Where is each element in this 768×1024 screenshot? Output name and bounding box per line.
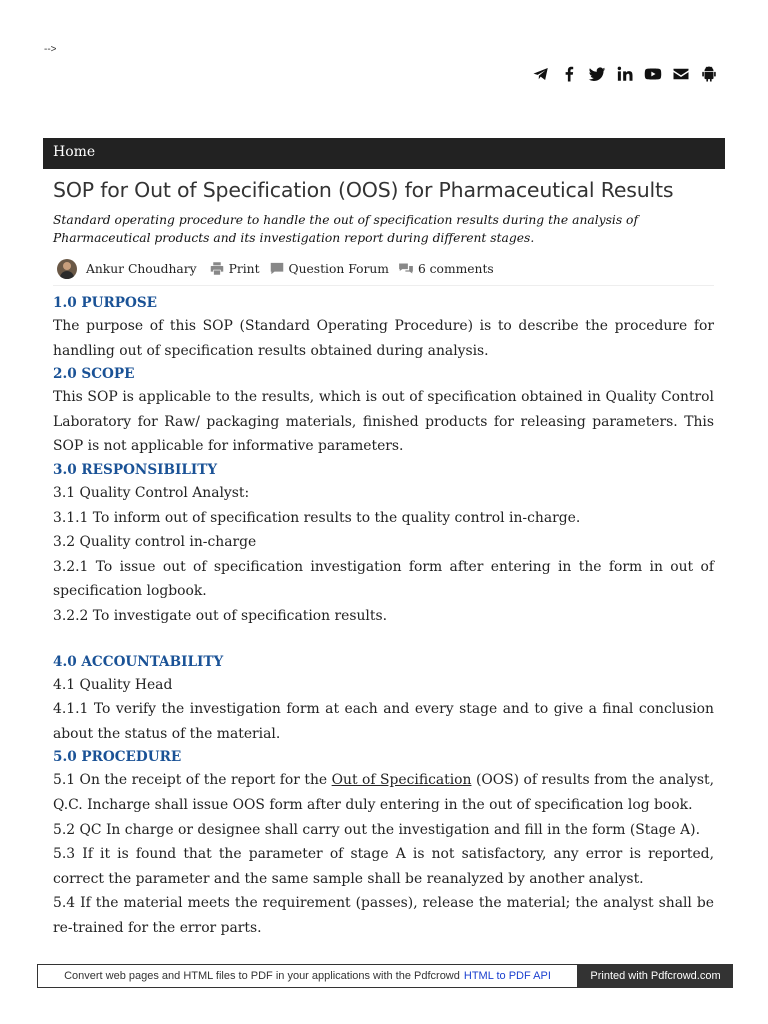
author-avatar: [57, 259, 77, 279]
section-heading-scope: 2.0 SCOPE: [53, 366, 135, 383]
paragraph: 4.1.1 To verify the investigation form at each and every stage and to give a final conclusion about the status of the material.: [53, 701, 714, 742]
printer-icon: [209, 261, 229, 276]
question-forum-label: Question Forum: [288, 261, 389, 276]
printed-with-badge[interactable]: Printed with Pdfcrowd.com: [578, 964, 733, 988]
text-segment: 5.1 On the receipt of the report for the: [53, 772, 332, 789]
android-icon[interactable]: [698, 64, 720, 84]
comments-link[interactable]: [398, 261, 494, 276]
paragraph: 4.1 Quality Head: [53, 676, 173, 693]
section-heading-purpose: 1.0 PURPOSE: [53, 295, 157, 311]
text-segment: (OOS) of results from the analyst, Q.C. Incharge shall issue OOS form after duly entering in the out of specification log book.: [53, 772, 714, 813]
footer-text: Convert web pages and HTML files to PDF in your applications with the Pdfcrowd: [64, 970, 460, 982]
facebook-icon[interactable]: [558, 64, 580, 84]
paragraph: 3.2 Quality control in-charge: [53, 534, 257, 551]
paragraph: This SOP is applicable to the results, which is out of specification obtained in Quality Control Laboratory for Raw/ packaging materials, finished products for releasing parameters. This SOP is not applicable for informative parameters.: [53, 389, 714, 455]
print-button[interactable]: [209, 261, 260, 276]
comments-label: 6 comments: [417, 261, 494, 276]
article-subtitle: Standard operating procedure to handle the out of specification results during the analysis of Pharmaceutical products and its investigation report during different stages.: [53, 213, 639, 245]
article-meta: [53, 256, 714, 286]
nav-home-link[interactable]: Home: [53, 144, 96, 160]
youtube-icon[interactable]: [642, 64, 664, 84]
linkedin-icon[interactable]: [614, 64, 636, 84]
question-forum-link[interactable]: [269, 261, 389, 276]
author-link[interactable]: Ankur Choudhary: [86, 261, 197, 276]
article: [53, 178, 714, 940]
paragraph: [53, 768, 714, 817]
paragraph: 5.2 QC In charge or designee shall carry out the investigation and fill in the form (Stage A).: [53, 821, 701, 838]
article-body: [53, 292, 714, 940]
out-of-specification-link[interactable]: Out of Specification: [331, 772, 472, 789]
twitter-icon[interactable]: [586, 64, 608, 84]
section-heading-procedure: 5.0 PROCEDURE: [53, 749, 182, 766]
telegram-icon[interactable]: [530, 64, 552, 84]
section-heading-responsibility: 3.0 RESPONSIBILITY: [53, 461, 218, 478]
spacer: [53, 629, 714, 651]
top-navbar: [43, 138, 725, 169]
comments-icon: [398, 261, 418, 276]
paragraph: 3.2.1 To issue out of specification investigation form after entering in the form in out of specification logbook.: [53, 558, 714, 600]
chat-bubble-icon: [269, 261, 289, 276]
footer-promo: [37, 964, 578, 988]
paragraph: 3.1 Quality Control Analyst:: [53, 484, 250, 501]
page-title: SOP for Out of Specification (OOS) for Pharmaceutical Results: [53, 178, 674, 202]
paragraph: 3.2.2 To investigate out of specification results.: [53, 607, 387, 624]
paragraph: 3.1.1 To inform out of specification results to the quality control in-charge.: [53, 509, 581, 526]
paragraph: 5.4 If the material meets the requirement (passes), release the material; the analyst shall be re-trained for the error parts.: [53, 895, 714, 936]
html-to-pdf-api-link[interactable]: HTML to PDF API: [463, 970, 551, 982]
social-links: [530, 64, 720, 84]
paragraph: The purpose of this SOP (Standard Operating Procedure) is to describe the procedure for handling out of specification results obtained during analysis.: [53, 318, 714, 359]
email-icon[interactable]: [670, 64, 692, 84]
section-heading-accountability: 4.0 ACCOUNTABILITY: [53, 653, 224, 670]
paragraph: 5.3 If it is found that the parameter of stage A is not satisfactory, any error is reported, correct the parameter and the same sample shall be reanalyzed by another analyst.: [53, 846, 714, 887]
stray-comment-text: -->: [44, 44, 57, 55]
pdfcrowd-footer: [37, 964, 733, 988]
print-label: Print: [228, 261, 260, 276]
